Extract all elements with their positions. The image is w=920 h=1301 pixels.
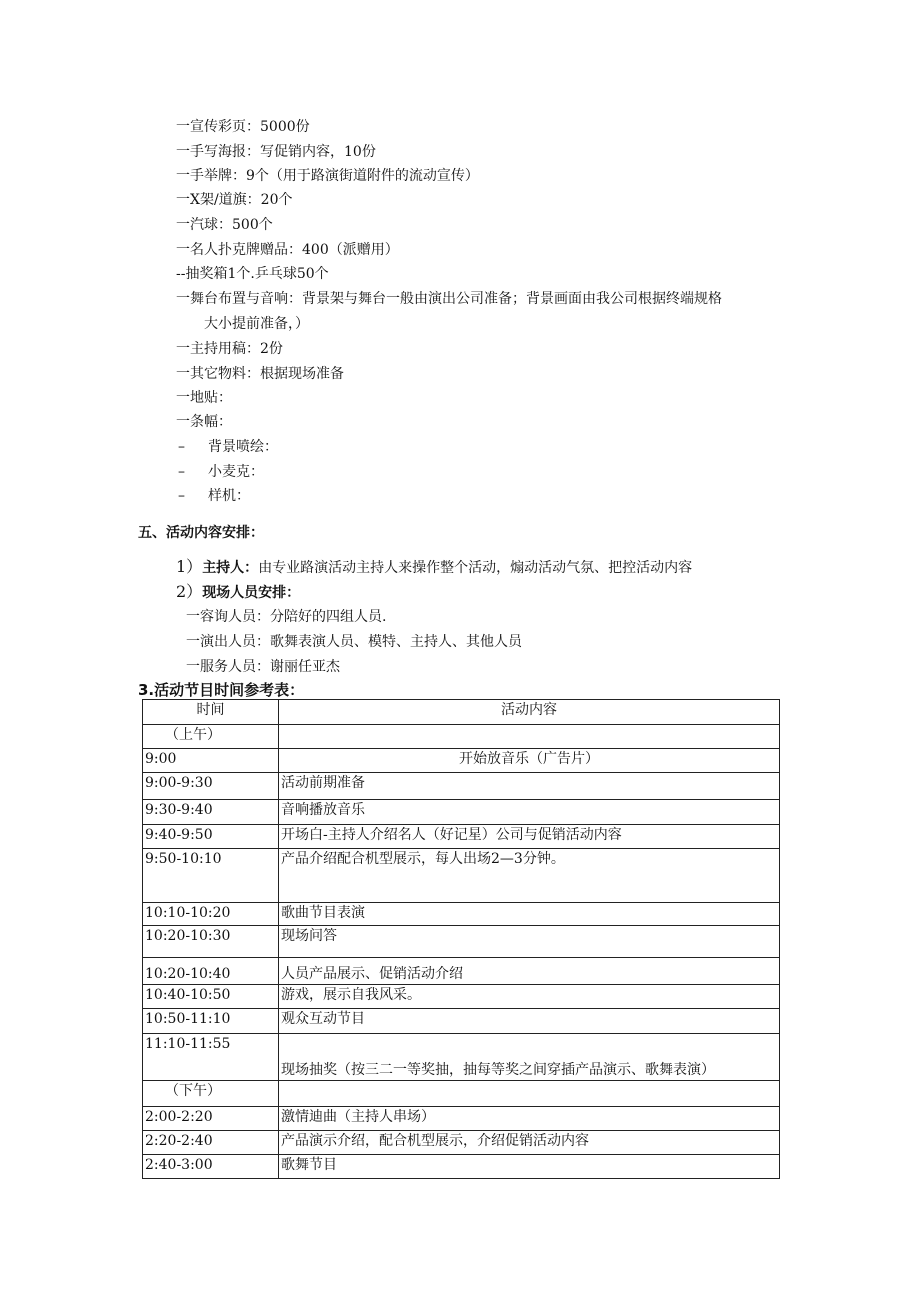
- material-item-continued: 大小提前准备，）: [204, 316, 309, 332]
- dash-item: 背景喷绘：: [208, 439, 278, 455]
- content-cell: 游戏，展示自我风采。: [279, 985, 780, 1009]
- content-cell: 开场白-主持人介绍名人（好记星）公司与促销活动内容: [279, 825, 780, 849]
- table-title: 3.活动节目时间参考表：: [138, 681, 305, 699]
- table-row: [143, 800, 780, 825]
- table-row: [143, 1155, 780, 1179]
- table-row: [143, 849, 780, 903]
- table-row: [143, 825, 780, 849]
- list-item: [176, 582, 300, 603]
- item-number: 1）: [176, 557, 203, 576]
- list-item: [176, 557, 692, 578]
- table-header-row: [143, 700, 780, 725]
- content-cell: 激情迪曲（主持人串场）: [279, 1107, 780, 1131]
- schedule-table: [142, 699, 780, 1179]
- column-header-time: 时间: [143, 700, 279, 725]
- staff-item: 一演出人员：歌舞表演人员、模特、主持人、其他人员: [186, 634, 522, 650]
- content-cell: 音响播放音乐: [279, 800, 780, 825]
- empty-cell: [279, 1081, 780, 1107]
- dash-bullet: –: [178, 439, 185, 455]
- item-label: 现场人员安排：: [202, 585, 301, 601]
- content-cell: 人员产品展示、促销活动介绍: [279, 958, 780, 985]
- table-row: [143, 903, 780, 926]
- content-cell: 活动前期准备: [279, 773, 780, 800]
- content-cell: 现场抽奖（按三二一等奖抽，抽每等奖之间穿插产品演示、歌舞表演）: [279, 1034, 780, 1081]
- time-cell: 2:00-2:20: [143, 1107, 279, 1131]
- time-cell: 11:10-11:55: [143, 1034, 279, 1081]
- time-cell: 9:00: [143, 749, 279, 773]
- material-item: 一地贴：: [176, 390, 232, 406]
- table-row: [143, 773, 780, 800]
- dash-item: 样机：: [208, 488, 250, 504]
- time-cell: 9:50-10:10: [143, 849, 279, 903]
- table-row: [143, 985, 780, 1009]
- material-item: 一X架/道旗：20个: [176, 192, 293, 208]
- dash-item: 小麦克：: [208, 464, 264, 480]
- material-item: 一宣传彩页：5000份: [176, 119, 310, 135]
- dash-bullet: –: [178, 488, 185, 504]
- empty-cell: [279, 725, 780, 749]
- material-item: 一其它物料：根据现场准备: [176, 366, 344, 382]
- table-row-morning: [143, 725, 780, 749]
- item-number: 2）: [176, 582, 203, 601]
- table-row: [143, 926, 780, 958]
- staff-item: 一容询人员：分陪好的四组人员.: [186, 609, 387, 625]
- content-cell: 观众互动节目: [279, 1009, 780, 1034]
- table-row-afternoon: [143, 1081, 780, 1107]
- material-item: 一手举牌：9个（用于路演街道附件的流动宣传）: [176, 168, 479, 184]
- table-row: [143, 1034, 780, 1081]
- time-cell: 10:50-11:10: [143, 1009, 279, 1034]
- material-item: 一手写海报：写促销内容，10份: [176, 144, 376, 160]
- time-cell: 2:40-3:00: [143, 1155, 279, 1179]
- time-cell: 2:20-2:40: [143, 1131, 279, 1155]
- content-cell: 歌曲节目表演: [279, 903, 780, 926]
- material-item: 一汽球：500个: [176, 217, 273, 233]
- content-cell: 开始放音乐（广告片）: [279, 749, 780, 773]
- material-item: 一舞台布置与音响：背景架与舞台一般由演出公司准备；背景画面由我公司根据终端规格: [176, 291, 722, 307]
- staff-item: 一服务人员：谢丽任亚杰: [186, 659, 340, 675]
- table-row: [143, 1131, 780, 1155]
- content-cell: 产品介绍配合机型展示，每人出场2—3分钟。: [279, 849, 780, 903]
- period-label: （下午）: [143, 1081, 279, 1107]
- content-cell: 产品演示介绍，配合机型展示，介绍促销活动内容: [279, 1131, 780, 1155]
- table-row: [143, 958, 780, 985]
- section-heading: 五、活动内容安排：: [138, 525, 264, 541]
- time-cell: 10:10-10:20: [143, 903, 279, 926]
- time-cell: 10:20-10:30: [143, 926, 279, 958]
- table-row: [143, 749, 780, 773]
- time-cell: 10:40-10:50: [143, 985, 279, 1009]
- item-text: 由专业路演活动主持人来操作整个活动，煽动活动气氛、把控活动内容: [258, 560, 693, 576]
- item-label: 主持人：: [202, 560, 259, 576]
- material-item: --抽奖箱1个.乒乓球50个: [176, 266, 329, 282]
- material-item: 一名人扑克牌赠品：400（派赠用）: [176, 242, 399, 258]
- time-cell: 9:30-9:40: [143, 800, 279, 825]
- content-cell: 歌舞节目: [279, 1155, 780, 1179]
- period-label: （上午）: [143, 725, 279, 749]
- material-item: 一主持用稿：2份: [176, 341, 283, 357]
- table-row: [143, 1009, 780, 1034]
- material-item: 一条幅：: [176, 414, 232, 430]
- table-row: [143, 1107, 780, 1131]
- column-header-content: 活动内容: [279, 700, 780, 725]
- time-cell: 10:20-10:40: [143, 958, 279, 985]
- time-cell: 9:00-9:30: [143, 773, 279, 800]
- dash-bullet: –: [178, 464, 185, 480]
- time-cell: 9:40-9:50: [143, 825, 279, 849]
- content-cell: 现场问答: [279, 926, 780, 958]
